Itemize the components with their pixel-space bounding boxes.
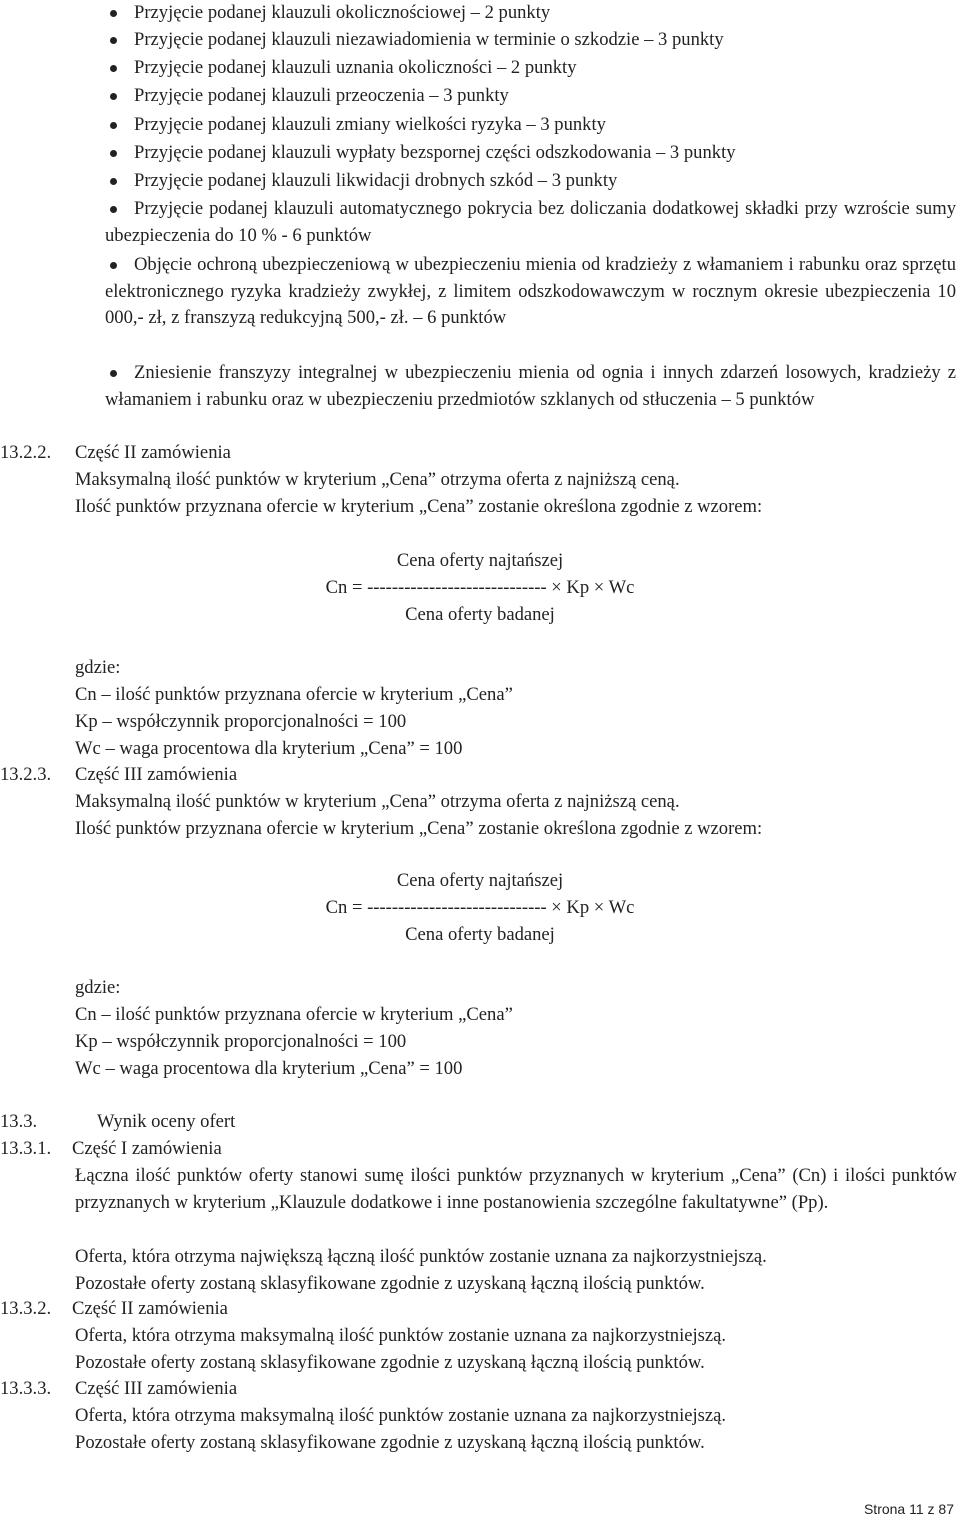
bullet-dot bbox=[110, 206, 117, 213]
ranking-text: Pozostałe oferty zostaną sklasyfikowane zgodnie z uzyskaną łączną ilością punktów. bbox=[75, 1352, 705, 1373]
section-number: 13.2.2. bbox=[0, 442, 52, 463]
bullet-text: Przyjęcie podanej klauzuli automatycznego pokrycia bez doliczania dodatkowej składki przy wzroście sumy ubezpieczenia do 10 % - 6 punktów bbox=[105, 198, 956, 246]
bullet-item: Przyjęcie podanej klauzuli okolicznościowej – 2 punkty bbox=[105, 0, 550, 27]
total-points-text: Łączna ilość punktów oferty stanowi sumę ilości punktów przyznanych w kryterium „Cena” (Cn) i ilości punktów przyznanych w kryterium „Klauzule dodatkowe i inne postanowienia szczególne fakultatywne” (Pp). bbox=[75, 1165, 957, 1213]
best-offer-text: Oferta, która otrzyma największą łączną ilość punktów zostanie uznana za najkorzystniejszą. bbox=[75, 1246, 767, 1267]
section-title: Część II zamówienia bbox=[75, 442, 231, 463]
section-number: 13.3.1. bbox=[0, 1138, 52, 1159]
section-number: 13.3.3. bbox=[0, 1378, 52, 1399]
legend-label: gdzie: bbox=[75, 977, 121, 998]
bullet-item: Przyjęcie podanej klauzuli likwidacji drobnych szkód – 3 punkty bbox=[105, 168, 617, 195]
section-title: Część III zamówienia bbox=[75, 1378, 238, 1399]
section-title: Część II zamówienia bbox=[72, 1298, 228, 1319]
legend-wc: Wc – waga procentowa dla kryterium „Cena” = 100 bbox=[75, 1058, 463, 1079]
legend-kp: Kp – współczynnik proporcjonalności = 100 bbox=[75, 1031, 407, 1052]
section-title: Część III zamówienia bbox=[75, 764, 238, 785]
formula-intro: Ilość punktów przyznana ofercie w kryterium „Cena” zostanie określona zgodnie z wzorem: bbox=[75, 496, 763, 517]
legend-cn: Cn – ilość punktów przyznana ofercie w kryterium „Cena” bbox=[75, 684, 513, 705]
best-offer-text: Oferta, która otrzyma maksymalną ilość punktów zostanie uznana za najkorzystniejszą. bbox=[75, 1325, 727, 1346]
formula-denominator: Cena oferty badanej bbox=[405, 924, 555, 945]
legend-wc: Wc – waga procentowa dla kryterium „Cena” = 100 bbox=[75, 738, 463, 759]
formula-intro: Ilość punktów przyznana ofercie w kryterium „Cena” zostanie określona zgodnie z wzorem: bbox=[75, 818, 763, 839]
ranking-text: Pozostałe oferty zostaną sklasyfikowane zgodnie z uzyskaną łączną ilością punktów. bbox=[75, 1432, 705, 1453]
bullet-dot bbox=[110, 262, 117, 269]
bullet-item: Przyjęcie podanej klauzuli przeoczenia – 3 punkty bbox=[105, 83, 509, 110]
legend-label: gdzie: bbox=[75, 657, 121, 678]
best-offer-text: Oferta, która otrzyma maksymalną ilość punktów zostanie uznana za najkorzystniejszą. bbox=[75, 1405, 727, 1426]
formula-main: Cn = ----------------------------- × Kp × Wc bbox=[325, 577, 635, 598]
formula-main: Cn = ----------------------------- × Kp × Wc bbox=[325, 897, 635, 918]
formula-numerator: Cena oferty najtańszej bbox=[396, 550, 564, 571]
section-number: 13.2.3. bbox=[0, 764, 52, 785]
bullet-text: Zniesienie franszyzy integralnej w ubezpieczeniu mienia od ognia i innych zdarzeń losowych, kradzieży z włamaniem i rabunku oraz w ubezpieczeniu przedmiotów szklanych od stłuczenia – 5 punktów bbox=[105, 362, 956, 410]
bullet-item: Przyjęcie podanej klauzuli zmiany wielkości ryzyka – 3 punkty bbox=[105, 112, 606, 139]
legend-kp: Kp – współczynnik proporcjonalności = 100 bbox=[75, 711, 407, 732]
bullet-item: Przyjęcie podanej klauzuli niezawiadomienia w terminie o szkodzie – 3 punkty bbox=[105, 27, 724, 54]
page-number: Strona 11 z 87 bbox=[863, 1501, 954, 1517]
max-points-text: Maksymalną ilość punktów w kryterium „Cena” otrzyma oferta z najniższą ceną. bbox=[75, 791, 680, 812]
bullet-item: Przyjęcie podanej klauzuli wypłaty bezspornej części odszkodowania – 3 punkty bbox=[105, 140, 736, 167]
max-points-text: Maksymalną ilość punktów w kryterium „Cena” otrzyma oferta z najniższą ceną. bbox=[75, 469, 680, 490]
section-number: 13.3. bbox=[0, 1111, 38, 1132]
bullet-text: Objęcie ochroną ubezpieczeniową w ubezpieczeniu mienia od kradzieży z włamaniem i rabunku oraz sprzętu elektronicznego ryzyka kradzieży zwykłej, z limitem odszkodowawczym w rocznym okresie ubezpieczenia 10 000,- zł, z franszyzą redukcyjną 500,- zł. – 6 punktów bbox=[105, 254, 956, 329]
section-number: 13.3.2. bbox=[0, 1298, 52, 1319]
section-title: Wynik oceny ofert bbox=[97, 1111, 236, 1132]
formula-denominator: Cena oferty badanej bbox=[405, 604, 555, 625]
bullet-dot bbox=[110, 370, 117, 377]
section-title: Część I zamówienia bbox=[72, 1138, 222, 1159]
legend-cn: Cn – ilość punktów przyznana ofercie w kryterium „Cena” bbox=[75, 1004, 513, 1025]
ranking-text: Pozostałe oferty zostaną sklasyfikowane zgodnie z uzyskaną łączną ilością punktów. bbox=[75, 1273, 705, 1294]
bullet-item: Przyjęcie podanej klauzuli uznania okoliczności – 2 punkty bbox=[105, 55, 577, 82]
formula-numerator: Cena oferty najtańszej bbox=[396, 870, 564, 891]
